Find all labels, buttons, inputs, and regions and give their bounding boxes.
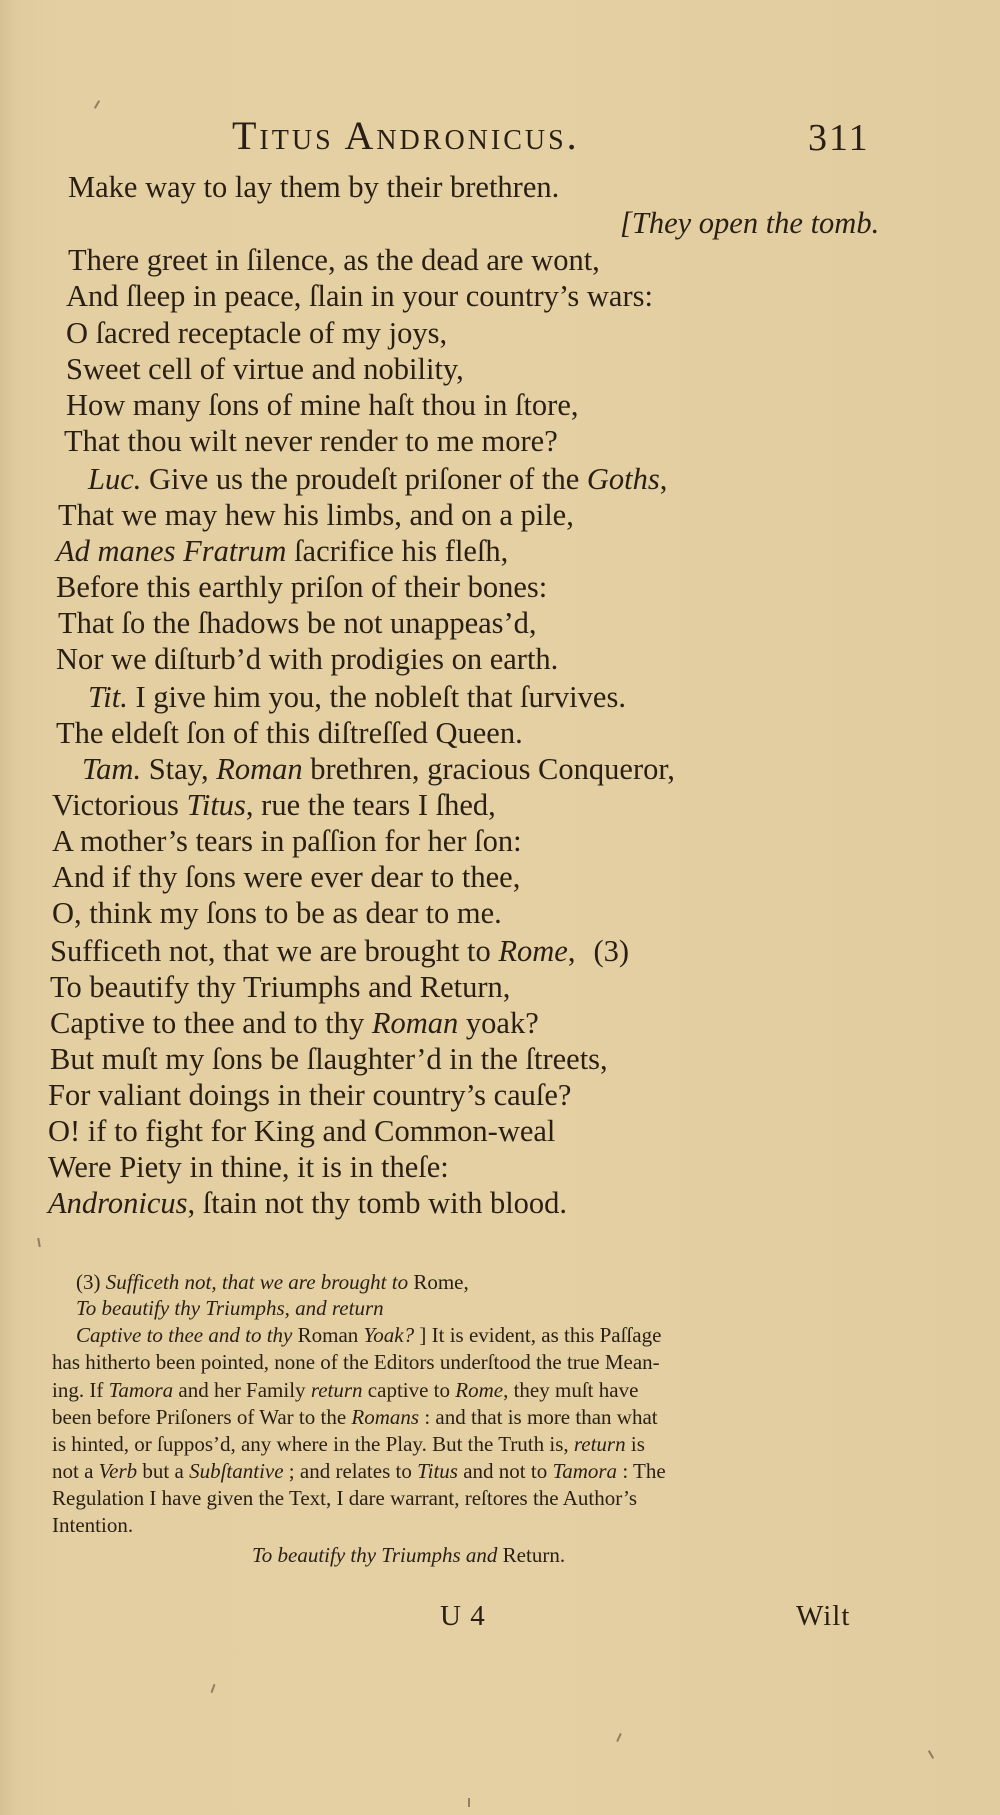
text-segment: That we may hew his limbs, and on a pile, xyxy=(58,498,574,532)
footnote-line xyxy=(76,1325,661,1346)
text-segment: brethren, gracious Conqueror, xyxy=(302,752,675,786)
verse-line xyxy=(48,1080,571,1111)
verse-line xyxy=(64,426,558,457)
paper-speck xyxy=(928,1750,934,1759)
text-segment: I give him you, the nobleſt that ſurvives. xyxy=(127,680,626,714)
text-segment: Give us the proudeſt priſoner of the xyxy=(141,462,587,496)
italic-segment: Andronicus xyxy=(48,1186,188,1220)
running-title: Titus Andronicus. xyxy=(232,113,580,158)
paper-speck xyxy=(468,1798,470,1807)
text-segment: O, think my ſons to be as dear to me. xyxy=(52,896,502,930)
text-segment: That ſo the ſhadows be not unappeas’d, xyxy=(58,606,537,640)
footnote-line xyxy=(52,1434,645,1455)
signature-mark: U 4 xyxy=(440,1600,486,1632)
italic-segment: Romans xyxy=(351,1405,420,1429)
verse-line xyxy=(52,898,502,929)
verse-line xyxy=(88,682,626,713)
italic-segment: Roman xyxy=(216,752,303,786)
text-segment: ] It is evident, as this Paſſage xyxy=(414,1323,662,1347)
italic-segment: Luc. xyxy=(88,462,142,496)
text-segment: , they muſt have xyxy=(503,1378,639,1402)
text-segment: Were Piety in thine, it is in theſe: xyxy=(48,1150,449,1184)
verse-line xyxy=(52,790,496,821)
verse-line xyxy=(52,826,522,857)
text-segment: O! if to fight for King and Common-weal xyxy=(48,1114,556,1148)
footnote-line xyxy=(52,1488,637,1509)
text-segment: is hinted, or ſuppos’d, any where in the Play. But the Truth is, xyxy=(52,1432,574,1456)
text-segment: been before Priſoners of War to the xyxy=(52,1405,352,1429)
verse-line xyxy=(50,972,510,1003)
text-segment: yoak? xyxy=(458,1006,539,1040)
text-segment: The eldeſt ſon of this diſtreſſed Queen. xyxy=(56,716,523,750)
verse-line xyxy=(82,754,675,785)
verse-line xyxy=(56,536,508,567)
italic-segment: Titus xyxy=(417,1459,458,1483)
text-segment: has hitherto been pointed, none of the Editors underſtood the true Mean- xyxy=(52,1350,660,1374)
text-segment: not a xyxy=(52,1459,99,1483)
text-segment: Nor we diſturb’d with prodigies on earth. xyxy=(56,642,559,676)
verse-line xyxy=(88,464,667,495)
text-segment: Rome, xyxy=(408,1270,469,1294)
text-segment: , xyxy=(567,934,576,968)
text-segment: and her Family xyxy=(173,1378,311,1402)
text-segment: O ſacred receptacle of my joys, xyxy=(66,316,448,350)
italic-segment: Goths xyxy=(586,462,660,496)
italic-segment: Tit. xyxy=(88,680,128,714)
italic-segment: return xyxy=(310,1378,363,1402)
verse-line xyxy=(56,644,558,675)
verse-line xyxy=(50,936,629,967)
verse-line xyxy=(58,608,537,639)
text-segment: ing. If xyxy=(52,1378,109,1402)
italic-segment: Verb xyxy=(98,1459,138,1483)
text-segment: (3) xyxy=(76,1270,106,1294)
italic-segment: Rome xyxy=(498,934,568,968)
footnote-quotation xyxy=(252,1545,565,1566)
text-segment: Intention. xyxy=(52,1513,134,1537)
catchword: Wilt xyxy=(796,1600,851,1632)
footnote-line xyxy=(52,1407,658,1428)
text-segment: : and that is more than what xyxy=(419,1405,658,1429)
text-segment: That thou wilt never render to me more? xyxy=(64,424,558,458)
text-segment: Regulation I have given the Text, I dare warrant, reſtores the Author’s xyxy=(52,1486,637,1510)
text-segment: , xyxy=(659,462,668,496)
paper-speck xyxy=(94,100,100,109)
verse-line xyxy=(66,281,653,312)
footnote-reference: (3) xyxy=(593,934,630,968)
text-segment: ſacrifice his fleſh, xyxy=(286,534,509,568)
footnote-line xyxy=(52,1515,133,1536)
italic-segment: [They open the tomb. xyxy=(620,206,880,240)
text-segment: Make way to lay them by their brethren. xyxy=(68,170,560,204)
text-segment: But muſt my ſons be ſlaughter’d in the ſtreets, xyxy=(50,1042,608,1076)
verse-line xyxy=(48,1116,555,1147)
footnote-line xyxy=(52,1352,660,1373)
text-segment: Victorious xyxy=(52,788,187,822)
italic-segment: Tamora xyxy=(108,1378,174,1402)
text-segment: , ſtain not thy tomb with blood. xyxy=(187,1186,568,1220)
text-segment: captive to xyxy=(362,1378,456,1402)
footnote-line xyxy=(52,1461,666,1482)
verse-line xyxy=(66,390,579,421)
italic-segment: Captive to thee and to thy xyxy=(76,1323,293,1347)
italic-segment: return xyxy=(573,1432,626,1456)
page-header xyxy=(0,112,1000,162)
italic-segment: To beautify thy Triumphs and xyxy=(252,1543,498,1567)
verse-line xyxy=(66,318,447,349)
footnote-line xyxy=(76,1272,469,1293)
verse-line xyxy=(56,718,523,749)
verse-line xyxy=(50,1044,608,1075)
italic-segment: Sufficeth not, that we are brought to xyxy=(105,1270,409,1294)
text-segment: Sweet cell of virtue and nobility, xyxy=(66,352,464,386)
verse-line xyxy=(48,1152,449,1183)
text-segment: For valiant doings in their country’s cauſe? xyxy=(48,1078,572,1112)
paper-speck xyxy=(211,1684,216,1693)
text-segment: A mother’s tears in paſſion for her ſon: xyxy=(52,824,522,858)
verse-line xyxy=(52,862,520,893)
text-segment: And if thy ſons were ever dear to thee, xyxy=(52,860,521,894)
italic-segment: Subſtantive xyxy=(189,1459,284,1483)
verse-line xyxy=(58,500,574,531)
verse-line xyxy=(48,1188,567,1219)
verse-line xyxy=(66,354,464,385)
text-segment: Before this earthly priſon of their bones: xyxy=(56,570,548,604)
italic-segment: Tamora xyxy=(552,1459,618,1483)
footnote-line xyxy=(76,1298,384,1319)
text-segment: How many ſons of mine haſt thou in ſtore, xyxy=(66,388,579,422)
text-segment: ; and relates to xyxy=(283,1459,418,1483)
text-segment: And ſleep in peace, ſlain in your country’s wars: xyxy=(66,279,653,313)
text-segment: Stay, xyxy=(141,752,217,786)
italic-segment: Rome xyxy=(455,1378,504,1402)
page-number: 311 xyxy=(808,117,870,159)
italic-segment: Titus xyxy=(186,788,246,822)
text-segment: and not to xyxy=(457,1459,553,1483)
verse-line xyxy=(68,172,559,203)
verse-line xyxy=(50,1008,539,1039)
verse-line xyxy=(68,245,600,276)
text-segment: Return. xyxy=(497,1543,566,1567)
text-segment: Captive to thee and to thy xyxy=(50,1006,372,1040)
text-segment: There greet in ſilence, as the dead are wont, xyxy=(68,243,600,277)
footnote-line xyxy=(52,1380,638,1401)
italic-segment: Yoak? xyxy=(363,1323,415,1347)
text-segment: is xyxy=(625,1432,645,1456)
italic-segment: To beautify thy Triumphs, and return xyxy=(76,1296,384,1320)
text-segment: : The xyxy=(617,1459,666,1483)
text-segment: but a xyxy=(137,1459,190,1483)
text-segment: To beautify thy Triumphs and Return, xyxy=(50,970,511,1004)
text-segment: Roman xyxy=(292,1323,364,1347)
italic-segment: Ad manes Fratrum xyxy=(56,534,287,568)
stage-direction xyxy=(620,208,879,239)
verse-line xyxy=(56,572,547,603)
paper-speck xyxy=(616,1733,622,1742)
italic-segment: Roman xyxy=(371,1006,459,1040)
italic-segment: Tam. xyxy=(82,752,142,786)
text-segment: , rue the tears I ſhed, xyxy=(245,788,496,822)
paper-speck xyxy=(37,1238,41,1247)
text-segment: Sufficeth not, that we are brought to xyxy=(50,934,499,968)
